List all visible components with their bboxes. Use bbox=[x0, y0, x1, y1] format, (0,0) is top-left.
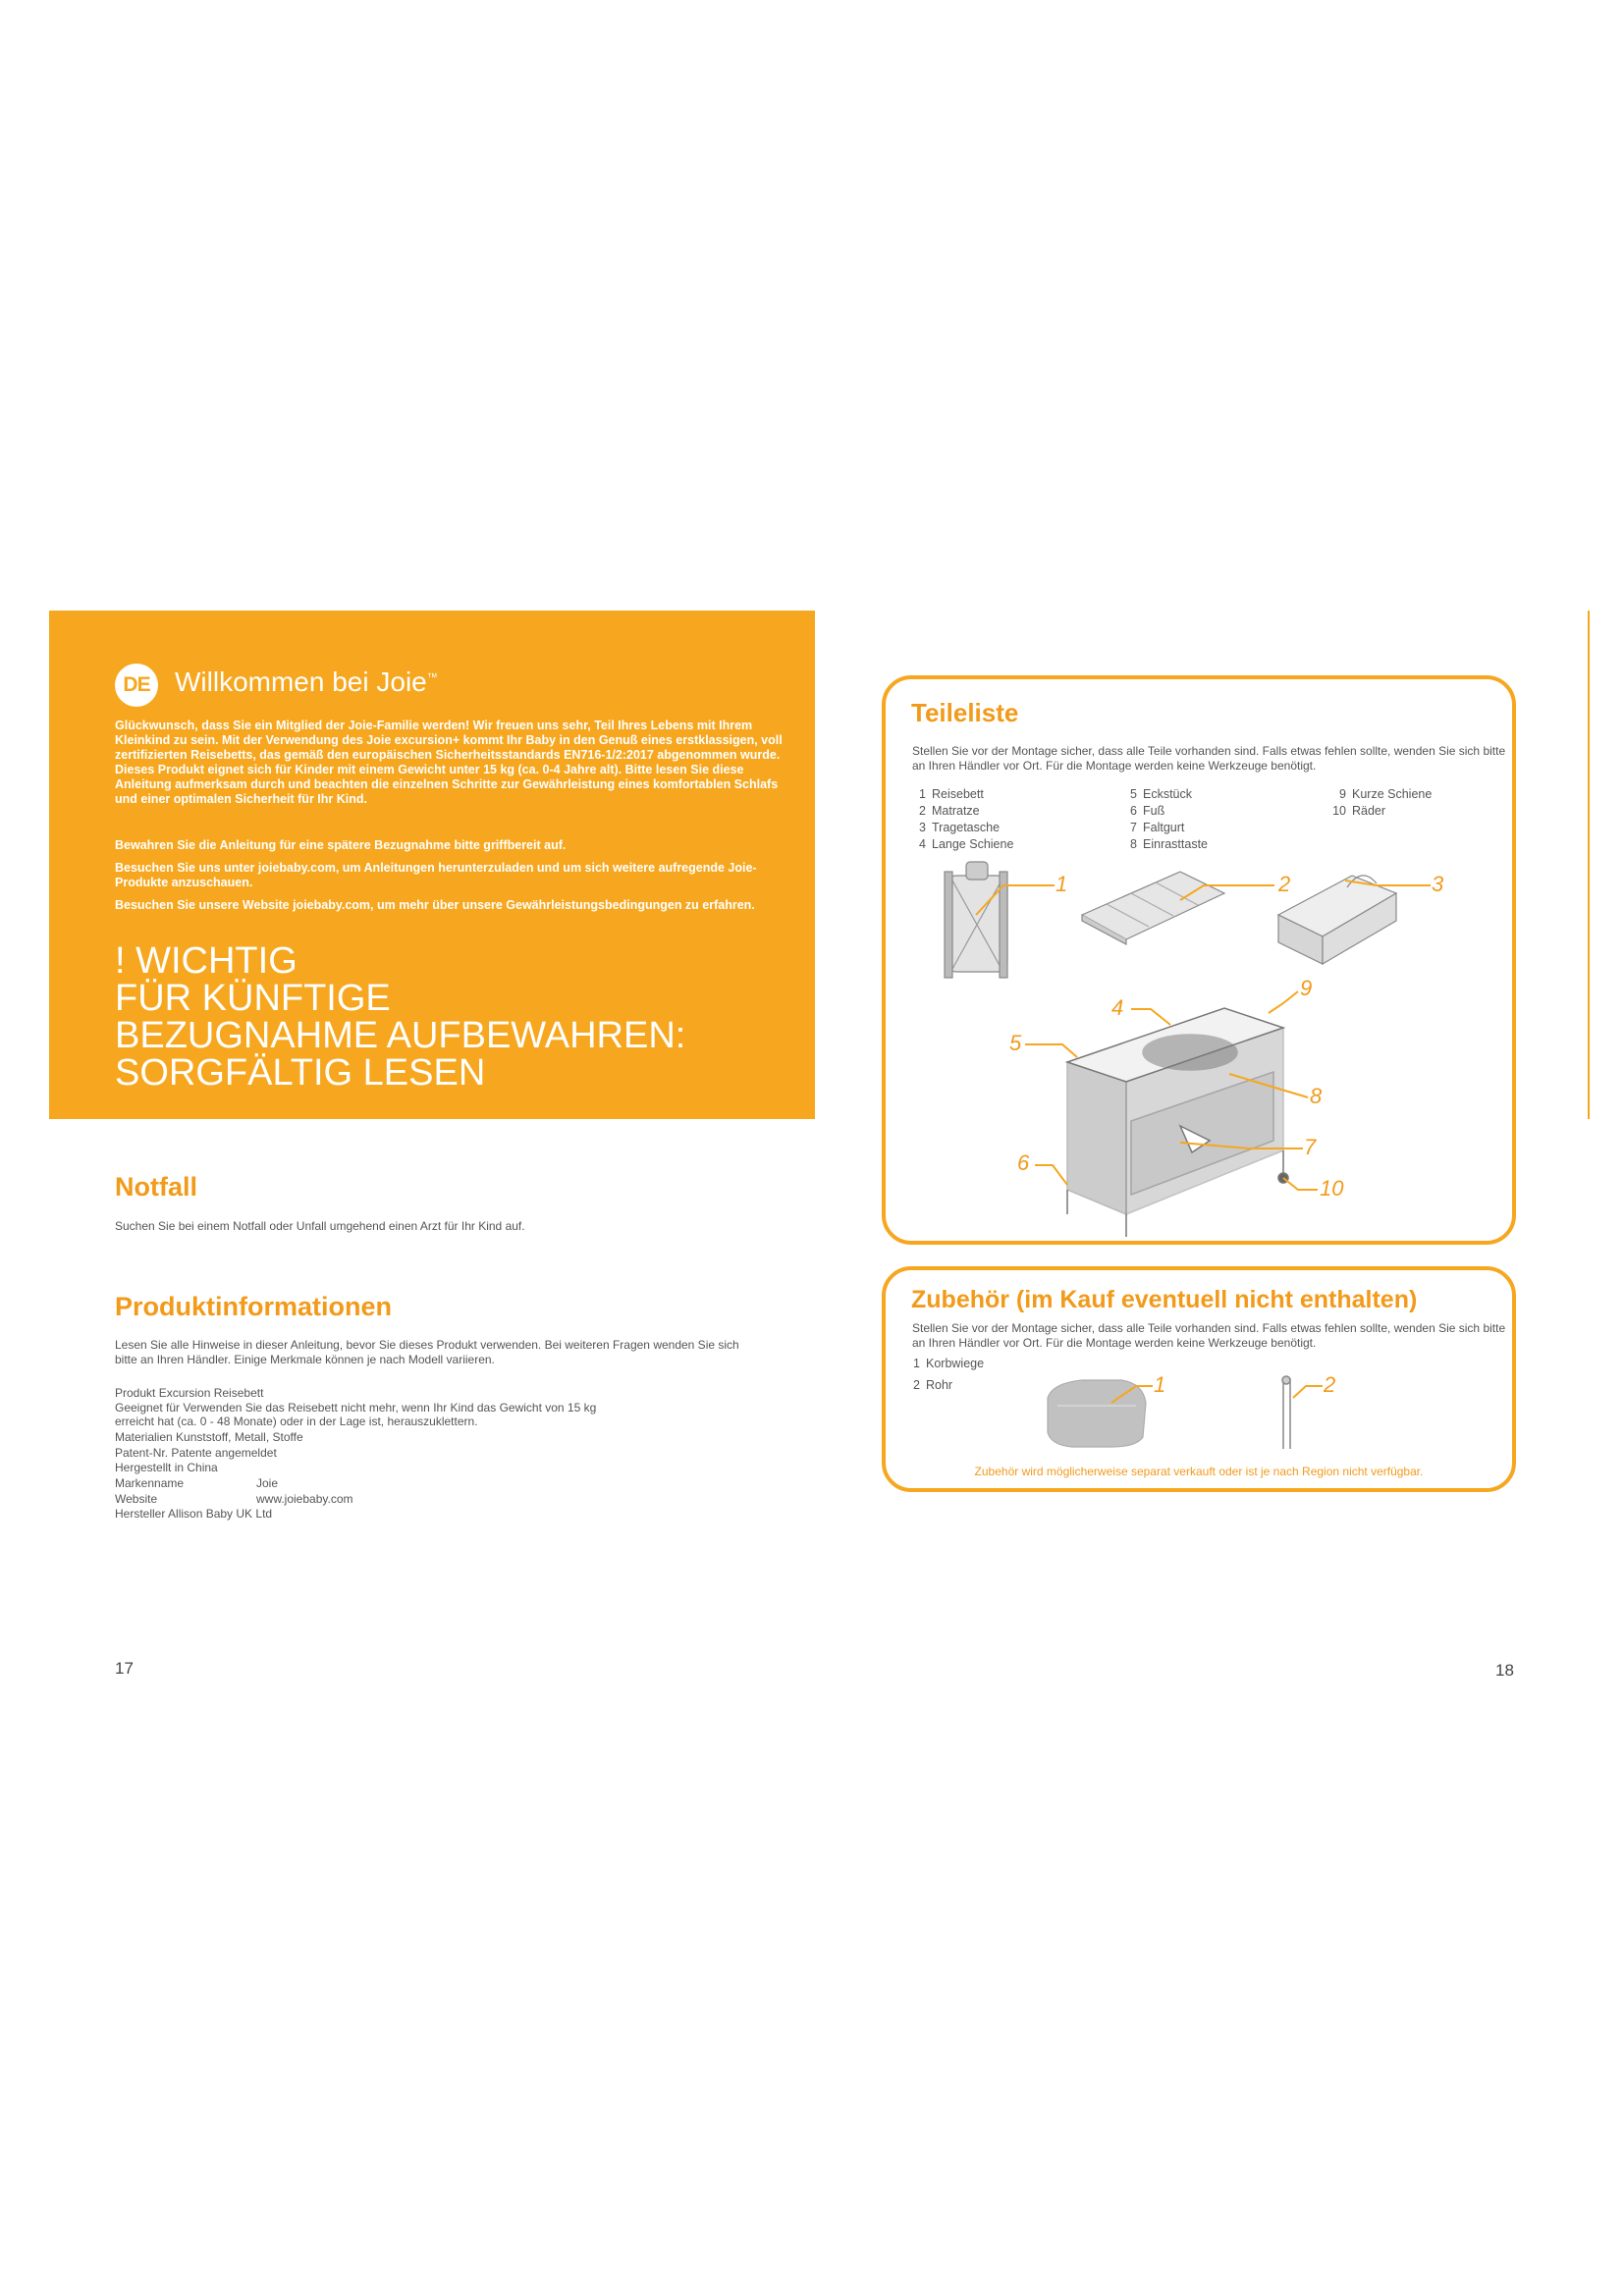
info-website-value: www.joiebaby.com bbox=[256, 1492, 353, 1506]
info-hersteller: Hersteller Allison Baby UK Ltd bbox=[115, 1507, 273, 1521]
zubehoer-box bbox=[882, 1266, 1516, 1492]
part-item: 6 Fuß bbox=[1130, 804, 1165, 818]
welcome-banner bbox=[49, 611, 815, 1119]
part-item: 4 Lange Schiene bbox=[919, 837, 1014, 851]
callout-4: 4 bbox=[1111, 995, 1124, 1020]
zubehoer-title: Zubehör (im Kauf eventuell nicht enthalten) bbox=[911, 1286, 1418, 1313]
welcome-paragraph-2: Bewahren Sie die Anleitung für eine spätere Bezugnahme bitte griffbereit auf. bbox=[115, 838, 567, 852]
accessories-illustration bbox=[886, 1270, 1514, 1490]
accessory-item: 1 Korbwiege bbox=[913, 1357, 985, 1370]
zubehoer-intro: Stellen Sie vor der Montage sicher, dass alle Teile vorhanden sind. Falls etwas fehlen sollte, wenden Sie sich bitte an Ihren Händler vor Ort. Für die Montage werden keine Werkzeuge benötigt. bbox=[912, 1321, 1506, 1350]
accessory-item: 2 Rohr bbox=[913, 1378, 953, 1392]
produktinfo-intro: Lesen Sie alle Hinweise in dieser Anleitung, bevor Sie dieses Produkt verwenden. Bei weiteren Fragen wenden Sie sich bitte an Ihren Händler. Einige Merkmale können je nach Modell variieren. bbox=[115, 1338, 739, 1366]
accessory-callout-2: 2 bbox=[1324, 1372, 1336, 1397]
carry-bag-drawing bbox=[1278, 876, 1396, 964]
welcome-title: Willkommen bei Joie™ bbox=[175, 667, 438, 697]
important-notice: ! WICHTIG FÜR KÜNFTIGE BEZUGNAHME AUFBEWAHREN: SORGFÄLTIG LESEN bbox=[115, 940, 686, 1094]
welcome-paragraph-1: Glückwunsch, dass Sie ein Mitglied der Joie-Familie werden! Wir freuen uns sehr, Teil Ihres Lebens mit Ihrem Kleinkind zu sein. Mit der Verwendung des Joie excursion+ kommt Ihr Baby in den Genuß eines erstklassigen, voll zertifizierten Reisebetts, das gemäß den europäischen Sicherheitsstandards EN716-1/2:2017 abgenommen wurde. Dieses Produkt eignet sich für Kinder mit einem Gewicht unter 15 kg (ca. 0-4 Jahre alt). Bitte lesen Sie diese Anleitung aufmerksam durch und beachten die einzelnen Schritte zur Gewährleistung eines komfortablen Schlafs und einer optimalen Sicherheit für Ihr Kind. bbox=[115, 719, 783, 806]
part-item: 5 Eckstück bbox=[1130, 787, 1193, 801]
folded-cot-drawing bbox=[945, 862, 1007, 978]
page-number-right: 18 bbox=[1495, 1661, 1514, 1680]
info-markenname-value: Joie bbox=[256, 1476, 279, 1490]
accessory-callout-1: 1 bbox=[1154, 1372, 1166, 1397]
part-item: 9 Kurze Schiene bbox=[1339, 787, 1433, 801]
parts-illustration bbox=[886, 679, 1514, 1243]
assembled-cot-drawing bbox=[1067, 1008, 1288, 1237]
info-produkt: Produkt Excursion Reisebett bbox=[115, 1386, 264, 1400]
callout-10: 10 bbox=[1320, 1176, 1344, 1201]
welcome-paragraph-3: Besuchen Sie uns unter joiebaby.com, um Anleitungen herunterzuladen und um sich weitere aufregende Joie-Produkte anzuschauen. bbox=[115, 861, 757, 889]
callout-3: 3 bbox=[1432, 872, 1444, 896]
info-hergestellt: Hergestellt in China bbox=[115, 1461, 218, 1474]
info-website: Website bbox=[115, 1492, 158, 1506]
language-badge: DE bbox=[115, 664, 158, 707]
page-number-left: 17 bbox=[115, 1659, 134, 1678]
part-item: 3 Tragetasche bbox=[919, 821, 1001, 834]
notfall-title: Notfall bbox=[115, 1172, 197, 1201]
produktinfo-title: Produktinformationen bbox=[115, 1292, 392, 1321]
tube-drawing bbox=[1282, 1376, 1290, 1449]
callout-2: 2 bbox=[1278, 872, 1291, 896]
callout-8: 8 bbox=[1310, 1084, 1323, 1108]
callout-7: 7 bbox=[1304, 1135, 1317, 1159]
info-materialien: Materialien Kunststoff, Metall, Stoffe bbox=[115, 1430, 303, 1444]
info-markenname: Markenname bbox=[115, 1476, 185, 1490]
callout-5: 5 bbox=[1009, 1031, 1022, 1055]
callout-6: 6 bbox=[1017, 1150, 1030, 1175]
teileliste-intro: Stellen Sie vor der Montage sicher, dass alle Teile vorhanden sind. Falls etwas fehlen sollte, wenden Sie sich bitte an Ihren Händler vor Ort. Für die Montage werden keine Werkzeuge benötigt. bbox=[912, 744, 1506, 773]
part-item: 10 Räder bbox=[1332, 804, 1386, 818]
welcome-paragraph-4: Besuchen Sie unsere Website joiebaby.com, um mehr über unsere Gewährleistungsbedingungen zu erfahren. bbox=[115, 898, 755, 912]
callout-9: 9 bbox=[1300, 976, 1313, 1000]
mattress-drawing bbox=[1082, 872, 1224, 944]
teileliste-title: Teileliste bbox=[911, 698, 1019, 727]
part-item: 2 Matratze bbox=[919, 804, 980, 818]
info-geeignet: Geeignet für Verwenden Sie das Reisebett nicht mehr, wenn Ihr Kind das Gewicht von 15 kg bbox=[115, 1401, 597, 1415]
margin-rule bbox=[1588, 611, 1590, 1119]
callout-1: 1 bbox=[1056, 872, 1068, 896]
info-geeignet-cont: erreicht hat (ca. 0 - 48 Monate) oder in der Lage ist, herauszuklettern. bbox=[115, 1415, 478, 1428]
accessory-note: Zubehör wird möglicherweise separat verkauft oder ist je nach Region nicht verfügbar. bbox=[974, 1465, 1424, 1478]
part-item: 7 Faltgurt bbox=[1130, 821, 1185, 834]
teileliste-box bbox=[882, 675, 1516, 1245]
notfall-text: Suchen Sie bei einem Notfall oder Unfall umgehend einen Arzt für Ihr Kind auf. bbox=[115, 1219, 525, 1233]
part-item: 1 Reisebett bbox=[919, 787, 984, 801]
info-patent: Patent-Nr. Patente angemeldet bbox=[115, 1446, 277, 1460]
part-item: 8 Einrasttaste bbox=[1130, 837, 1209, 851]
